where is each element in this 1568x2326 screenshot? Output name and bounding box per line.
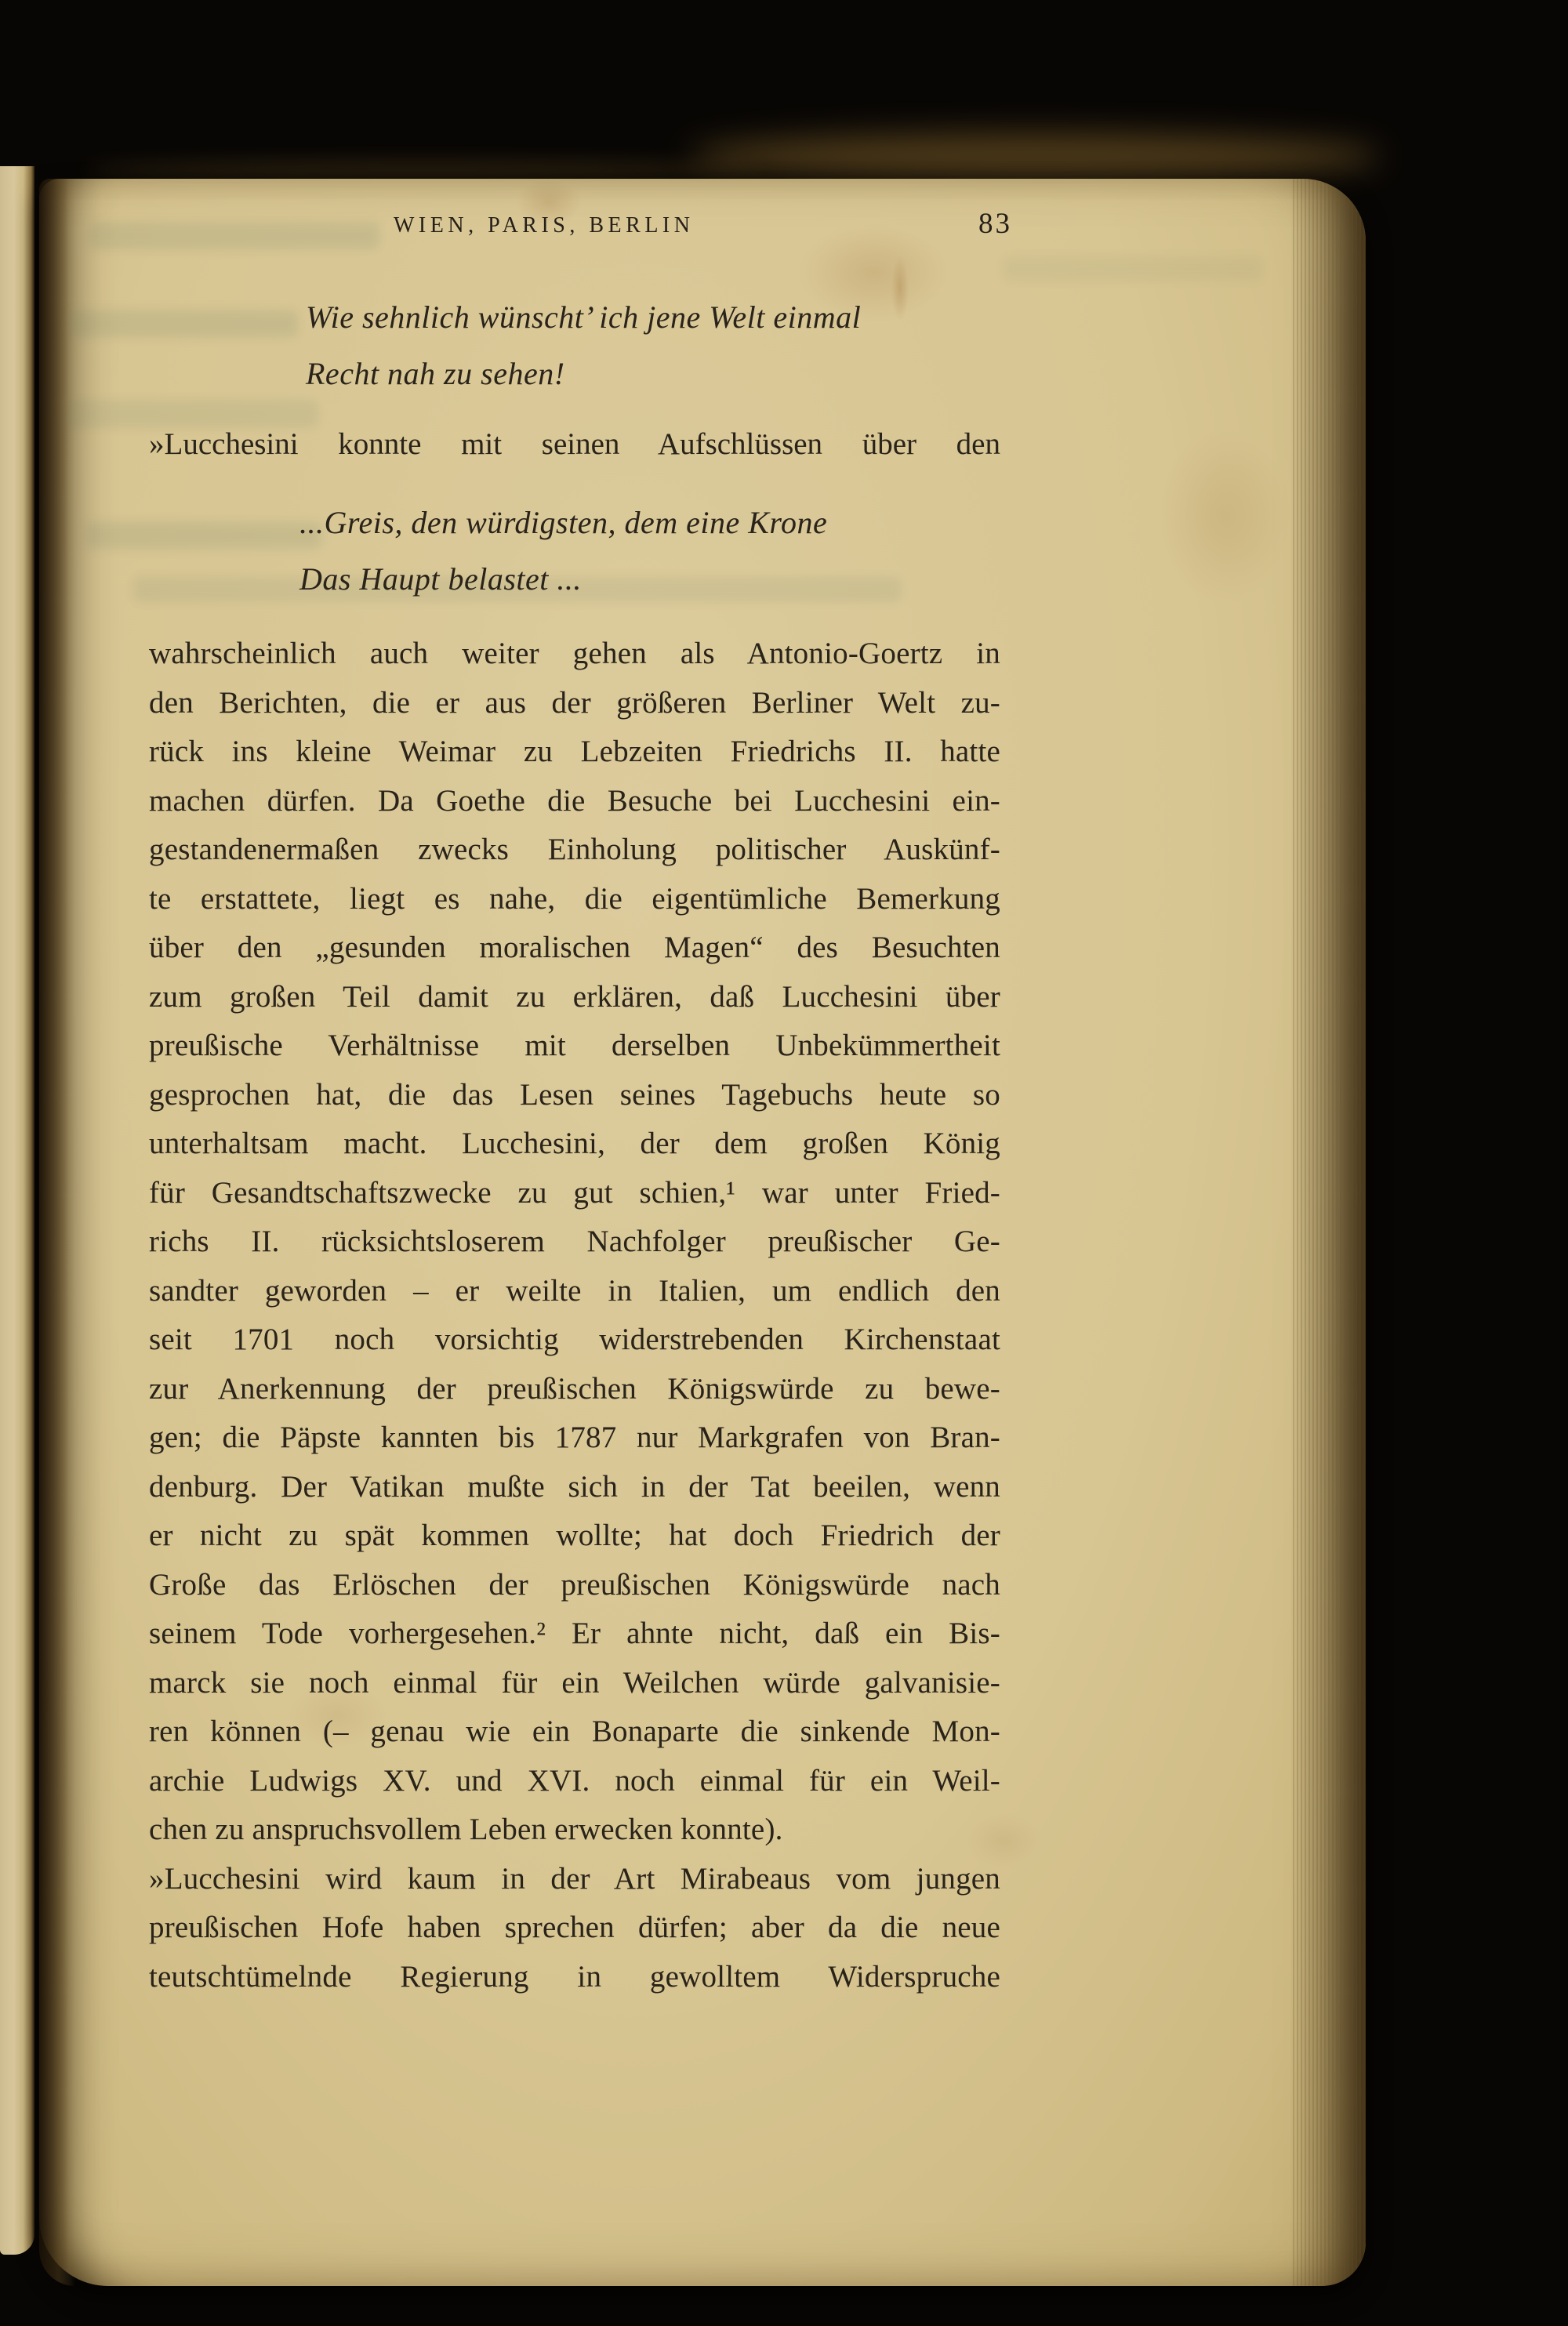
page-stack-shadow bbox=[690, 133, 1380, 179]
text-line: richs II. rücksichtsloserem Nachfolger preußischer Ge- bbox=[149, 1225, 1000, 1258]
gutter-shadow bbox=[39, 179, 75, 2286]
text-line: sandter geworden – er weilte in Italien, um endlich den bbox=[149, 1273, 1000, 1308]
text-line: marck sie noch einmal für ein Weilchen würde galvanisie- bbox=[149, 1665, 1000, 1700]
verse-line: ...Greis, den würdigsten, dem eine Krone bbox=[299, 505, 828, 540]
verse-line: Das Haupt belastet ... bbox=[299, 561, 582, 597]
text-line: Große das Erlöschen der preußischen Königswürde nach bbox=[149, 1567, 1000, 1602]
verse-line: Recht nah zu sehen! bbox=[306, 355, 565, 391]
text-line: chen zu anspruchsvollem Leben erwecken konnte). bbox=[149, 1813, 783, 1846]
text-line: zur Anerkennung der preußischen Königswürde zu bewe- bbox=[149, 1371, 1000, 1406]
text-line: archie Ludwigs XV. und XVI. noch einmal für ein Weil- bbox=[149, 1763, 1000, 1798]
fore-edge-pages bbox=[1290, 179, 1366, 2286]
running-head: WIEN, PARIS, BERLIN bbox=[394, 213, 695, 238]
body-text bbox=[149, 630, 1000, 2001]
text-line: zum großen Teil damit zu erklären, daß Lucchesini über bbox=[149, 979, 1000, 1014]
verse-line: Wie sehnlich wünscht’ ich jene Welt einmal bbox=[306, 299, 862, 335]
show-through-smudge bbox=[71, 310, 298, 337]
text-line: ren können (– genau wie ein Bonaparte die sinkende Mon- bbox=[149, 1715, 1000, 1748]
text-line: preußische Verhältnisse mit derselben Unbekümmertheit bbox=[149, 1029, 1000, 1062]
verse-quote-1 bbox=[306, 289, 861, 401]
book-page bbox=[39, 179, 1366, 2286]
text-line: den Berichten, die er aus der größeren Berliner Welt zu- bbox=[149, 685, 1000, 720]
text-line: teutschtümelnde Regierung in gewolltem Widerspruche bbox=[149, 1959, 1000, 1994]
text-line: gestandenermaßen zwecks Einholung politischer Auskünf- bbox=[149, 833, 1000, 866]
text-line: machen dürfen. Da Goethe die Besuche bei Lucchesini ein- bbox=[149, 783, 1000, 818]
text-line: denburg. Der Vatikan mußte sich in der Tat beeilen, wenn bbox=[149, 1469, 1000, 1504]
text-line: unterhaltsam macht. Lucchesini, der dem großen König bbox=[149, 1127, 1000, 1160]
facing-page-edge bbox=[0, 166, 34, 2255]
text-line: wahrscheinlich auch weiter gehen als Antonio-Goertz in bbox=[149, 637, 1000, 670]
text-line: »Lucchesini wird kaum in der Art Mirabeaus vom jungen bbox=[149, 1861, 1000, 1896]
text-line: seit 1701 noch vorsichtig widerstrebenden Kirchenstaat bbox=[149, 1323, 1000, 1356]
show-through-smudge bbox=[86, 522, 321, 549]
show-through-smudge bbox=[89, 223, 379, 249]
paragraph-line: »Lucchesini konnte mit seinen Aufschlüssen über den bbox=[149, 427, 1000, 461]
show-through-smudge bbox=[1004, 257, 1262, 281]
page-number: 83 bbox=[978, 208, 1012, 240]
text-line: gesprochen hat, die das Lesen seines Tagebuchs heute so bbox=[149, 1077, 1000, 1112]
text-line: preußischen Hofe haben sprechen dürfen; aber da die neue bbox=[149, 1911, 1000, 1944]
text-line: er nicht zu spät kommen wollte; hat doch Friedrich der bbox=[149, 1519, 1000, 1552]
verse-quote-2 bbox=[299, 495, 827, 607]
page-top-shadow bbox=[86, 161, 760, 179]
text-line: te erstattete, liegt es nahe, die eigentümliche Bemerkung bbox=[149, 881, 1000, 916]
text-line: über den „gesunden moralischen Magen“ des Besuchten bbox=[149, 931, 1000, 964]
text-line: seinem Tode vorhergesehen.² Er ahnte nicht, daß ein Bis- bbox=[149, 1617, 1000, 1650]
text-line: für Gesandtschaftszwecke zu gut schien,¹ war unter Fried- bbox=[149, 1175, 1000, 1210]
text-line: gen; die Päpste kannten bis 1787 nur Markgrafen von Bran- bbox=[149, 1421, 1000, 1454]
text-line: rück ins kleine Weimar zu Lebzeiten Friedrichs II. hatte bbox=[149, 735, 1000, 768]
